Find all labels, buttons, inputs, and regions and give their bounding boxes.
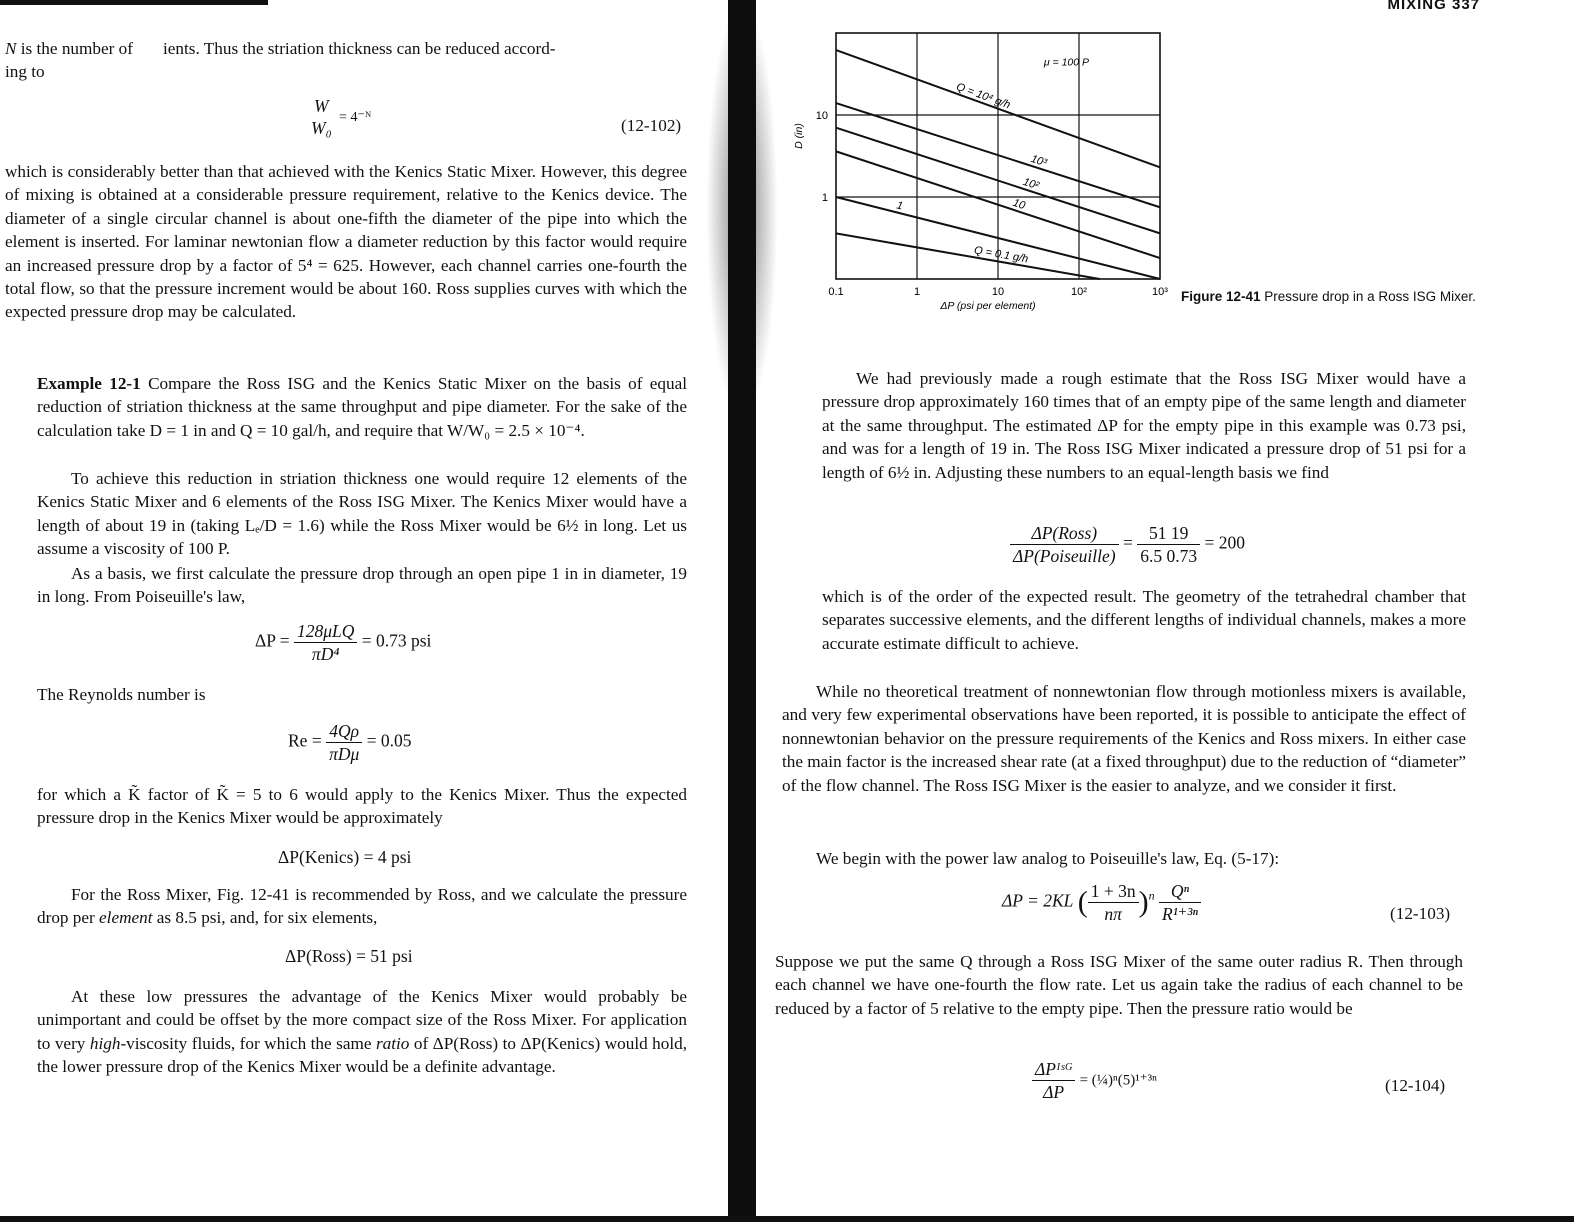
paragraph: We had previously made a rough estimate that the Ross ISG Mixer would have a pressure drop approximately 160 times that of an empty pipe of the same length and diameter at the same throughput. The estimated ΔP for the empty pipe in this example was 0.73 psi, and was for a length of 19 in. The Ross ISG Mixer indicated a pressure drop of 51 psi for a length of 6½ in. Adjusting these numbers to an equal-length basis we find <box>822 369 1466 482</box>
x-axis-label: ΔP (psi per element) <box>940 300 1036 312</box>
paragraph: To achieve this reduction in striation thickness one would require 12 elements of the Kenics Static Mixer and 6 elements of the Ross ISG Mixer. The Kenics Mixer would have a length of about 19 in (taking Lₑ/D = 1.6) while the Ross Mixer would be 6½ in long. Let us assume a viscosity of 100 P. <box>37 469 687 559</box>
series-label: Q = 10⁴ g/h <box>954 80 1012 112</box>
y-tick-label: 10 <box>815 110 828 122</box>
paragraph: For the Ross Mixer, Fig. 12-41 is recommended by Ross, and we calculate the pressure drop per element as 8.5 psi, and, for six elements, <box>37 885 687 928</box>
series-label: 10² <box>1021 175 1041 193</box>
series-label: 10 <box>1011 196 1027 213</box>
figure-caption: Figure 12-41 Pressure drop in a Ross ISG Mixer. <box>1181 289 1476 304</box>
x-tick-label: 0.1 <box>828 286 844 298</box>
equation-label: (12-102) <box>621 116 682 135</box>
equation-poiseuille: ΔP = $\frac{\text{128μLQ}}{\text{πD⁴}}$ = 0.73 psi <box>255 621 432 664</box>
x-tick-label: 10² <box>1071 286 1087 298</box>
paragraph: While no theoretical treatment of nonnewtonian flow through motionless mixers is available, and very few experimental observations have been reported, it is possible to anticipate the effect of nonnewtonian behavior on the pressure requirements of the Kenics and Ross mixers. In either case the main factor is the increased shear rate (at a fixed throughput) due to the reduction of “diameter” of the flow channel. The Ross ISG Mixer is the easier to analyze, and we consider it first. <box>782 682 1466 795</box>
equation-label: (12-103) <box>1390 904 1451 923</box>
paragraph: which is of the order of the expected result. The geometry of the tetrahedral chamber that separates successive elements, and the different lengths of individual channels, makes a more accurate estimate difficult to achieve. <box>822 587 1466 653</box>
paragraph: which is considerably better than that achieved with the Kenics Static Mixer. However, this degree of mixing is obtained at a considerable pressure requirement, relative to the Kenics device. The diameter of a single circular channel is about one-fifth the diameter of the pipe into which the element is inserted. For laminar newtonian flow a diameter reduction by this factor would require an increased pressure drop by a factor of 5⁴ = 625. However, each channel carries one-fourth the total flow, so that the pressure increment would be about 160. Ross supplies curves with which the expected pressure drop may be calculated. <box>5 162 687 322</box>
x-tick-label: 1 <box>913 286 921 298</box>
series-label: 10³ <box>1029 152 1049 170</box>
series-label: 1 <box>895 199 905 213</box>
paragraph: We begin with the power law analog to Poiseuille's law, Eq. (5-17): <box>816 849 1280 868</box>
equation-12-102: W W₀ = 4⁻ᴺ <box>311 96 372 138</box>
top-rule <box>0 0 268 5</box>
bottom-rule <box>0 1216 1574 1222</box>
viscosity-annotation: μ = 100 P <box>1043 56 1090 69</box>
equation-ratio: $\frac{\text{ΔP(Ross)}}{\text{ΔP(Poiseuille)}}$ = $\frac{51 19}{6.5 0.73}$ = 200 <box>1010 522 1245 567</box>
y-axis-label: D (in) <box>793 123 805 149</box>
paragraph: The Reynolds number is <box>37 685 206 704</box>
book-spine <box>728 0 756 1222</box>
right-page <box>770 0 1574 1222</box>
paragraph: Suppose we put the same Q through a Ross ISG Mixer of the same outer radius R. Then through each channel we have one-fourth the flow rate. Let us again take the radius of each channel to be reduced by a factor of 5 relative to the empty pipe. Then the pressure ratio would be <box>775 952 1463 1018</box>
intro-text: N is the number of ients. Thus the striation thickness can be reduced accord- ing to <box>5 39 556 82</box>
pressure-drop-chart <box>790 25 1170 325</box>
paragraph: At these low pressures the advantage of the Kenics Mixer would probably be unimportant and could be offset by the more compact size of the Ross Mixer. For application to very high-viscosity fluids, for which the same ratio of ΔP(Ross) to ΔP(Kenics) would hold, the lower pressure drop of the Kenics Mixer would be a definite advantage. <box>37 987 688 1077</box>
equation-12-103: ΔP = 2KL ( $\frac{1 + 3n}{n\pi}$ )$^n$ $\frac{\text{Qⁿ}}{\text{R¹⁺³ⁿ}}$ <box>1002 880 1201 925</box>
series-line <box>836 233 1100 279</box>
example-12-1: Example 12-1 Compare the Ross ISG and the Kenics Static Mixer on the basis of equal reduction of striation thickness at the same throughput and pipe diameter. For the sake of the calculation take D = 1 in and Q = 10 gal/h, and require that W/W₀ = 2.5 × 10⁻⁴. <box>37 374 687 440</box>
series-label: Q = 0.1 g/h <box>973 244 1030 266</box>
paragraph: for which a K̃ factor of K̃ = 5 to 6 would apply to the Kenics Mixer. Thus the expected pressure drop in the Kenics Mixer would be approximately <box>37 785 687 828</box>
paragraph: As a basis, we first calculate the pressure drop through an open pipe 1 in in diameter, 19 in long. From Poiseuille's law, <box>37 564 687 607</box>
equation-12-104: $\frac{\text{ΔPᴵˢᴳ}}{\Delta P}$ = (¼)ⁿ(5)¹⁺³ⁿ <box>1032 1058 1157 1103</box>
equation-reynolds: Re = $\frac{4Q\rho}{\text{πDμ}}$ = 0.05 <box>288 721 412 764</box>
x-tick-label: 10³ <box>1152 286 1168 298</box>
equation-ross: ΔP(Ross) = 51 psi <box>285 946 413 966</box>
y-tick-label: 1 <box>821 192 828 204</box>
x-tick-label: 10 <box>991 286 1005 298</box>
left-page <box>0 0 715 1222</box>
running-head: MIXING 337 <box>1387 0 1480 13</box>
equation-label: (12-104) <box>1385 1076 1446 1095</box>
equation-kenics: ΔP(Kenics) = 4 psi <box>278 847 412 867</box>
